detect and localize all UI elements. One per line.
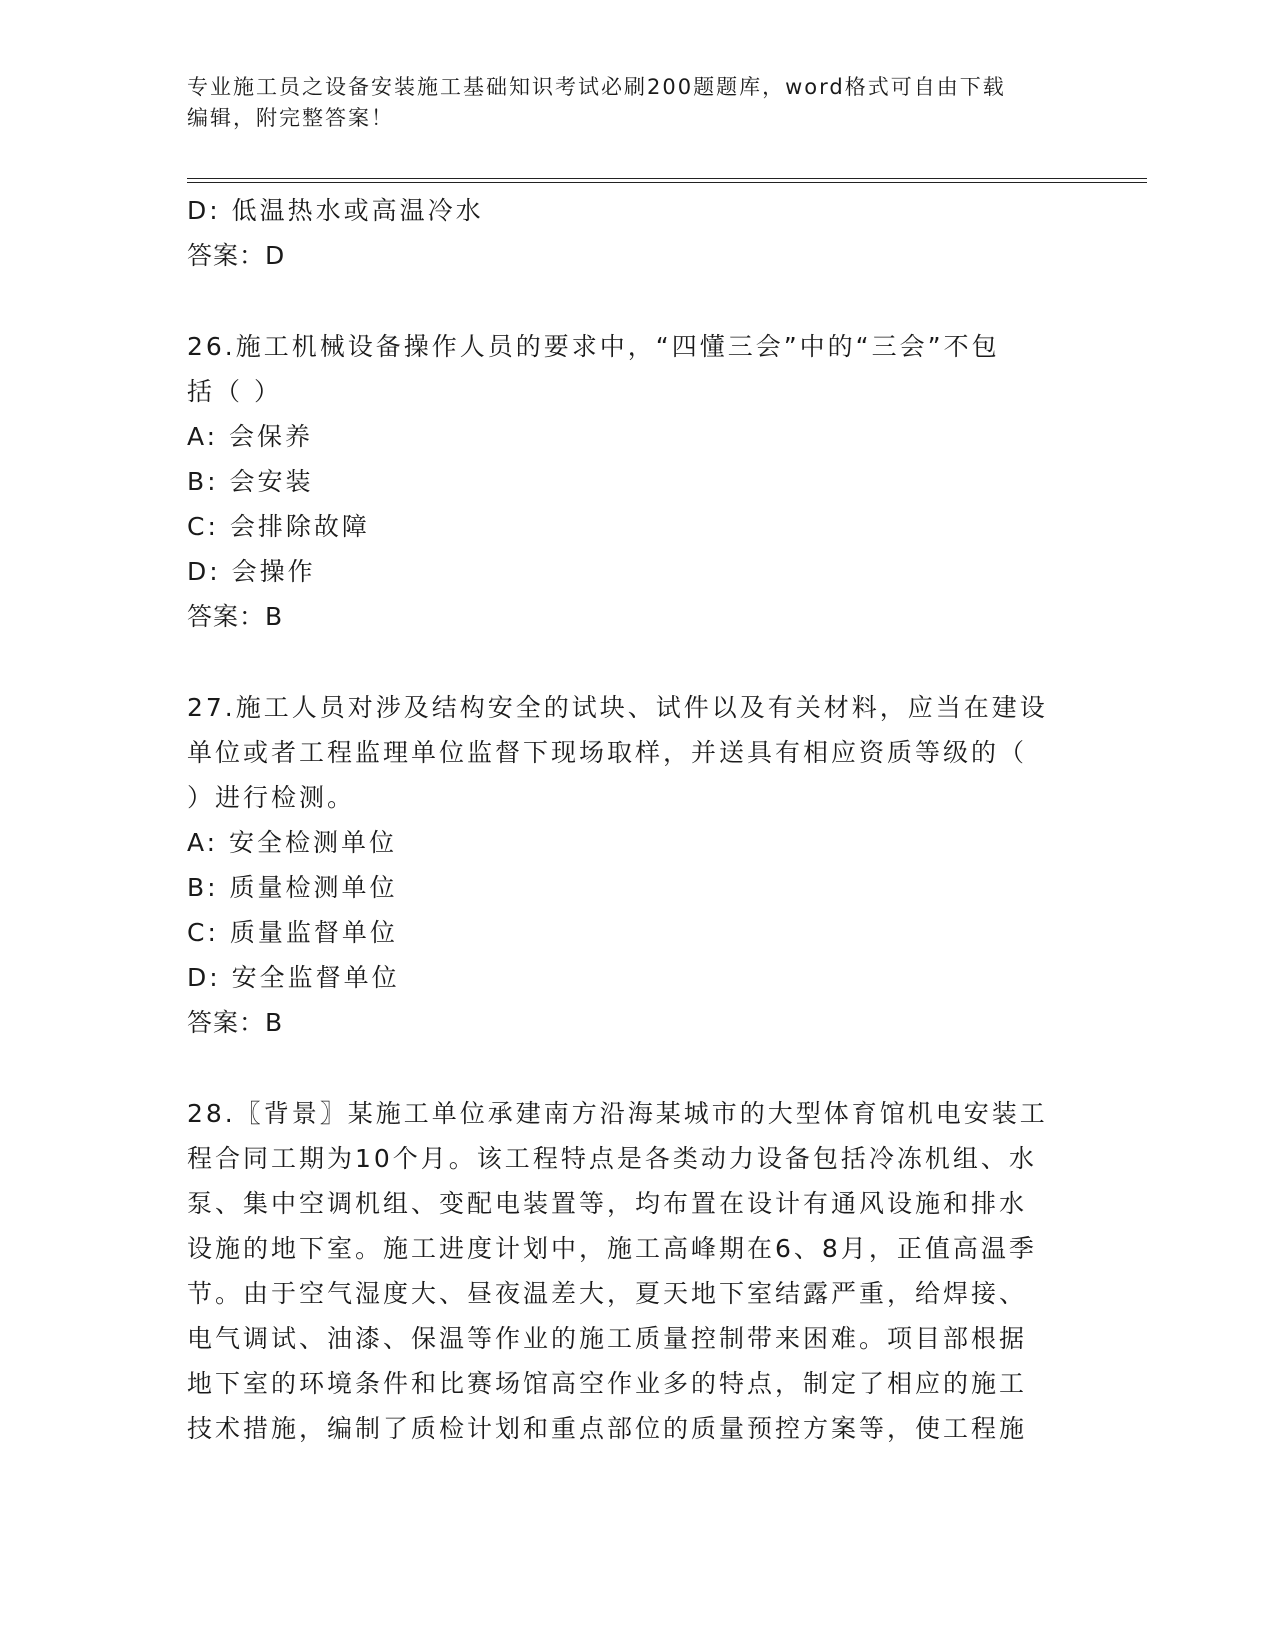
q27-option-c: C: 质量监督单位 [187,918,398,947]
q27-option-a: A: 安全检测单位 [187,828,398,857]
q28-line-2: 程合同工期为10个月。该工程特点是各类动力设备包括冷冻机组、水 [187,1144,1037,1173]
q26-stem-line-1: 26.施工机械设备操作人员的要求中，“四懂三会”中的“三会”不包 [187,332,1000,361]
spacer [187,1045,1067,1091]
q26-option-b: B: 会安装 [187,467,314,496]
q28-line-1: 28.〖背景〗某施工单位承建南方沿海某城市的大型体育馆机电安装工 [187,1099,1048,1128]
spacer [187,278,1067,324]
spacer [187,639,1067,685]
q26-option-c: C: 会排除故障 [187,512,370,541]
q26-option-a: A: 会保养 [187,422,314,451]
header-line-2: 编辑，附完整答案！ [187,106,394,130]
q28-line-5: 节。由于空气湿度大、昼夜温差大，夏天地下室结露严重，给焊接、 [187,1279,1028,1308]
q26-option-d: D: 会操作 [187,557,316,586]
q28-line-7: 地下室的环境条件和比赛场馆高空作业多的特点，制定了相应的施工 [187,1369,1028,1398]
header-line-1: 专业施工员之设备安装施工基础知识考试必刷200题题库，word格式可自由下载 [187,75,1006,99]
q28-line-3: 泵、集中空调机组、变配电装置等，均布置在设计有通风设施和排水 [187,1189,1028,1218]
q28-line-8: 技术措施，编制了质检计划和重点部位的质量预控方案等，使工程施 [187,1414,1028,1443]
header-rule-bottom [187,182,1147,183]
q27-stem-line-3: ）进行检测。 [187,783,356,812]
document-header [187,72,1087,134]
q27-stem-line-2: 单位或者工程监理单位监督下现场取样，并送具有相应资质等级的（ [187,738,1028,767]
document-body [187,188,1067,1451]
prev-answer: 答案：D [187,241,286,270]
q27-option-b: B: 质量检测单位 [187,873,398,902]
prev-option-d: D: 低温热水或高温冷水 [187,196,484,225]
q27-stem-line-1: 27.施工人员对涉及结构安全的试块、试件以及有关材料，应当在建设 [187,693,1048,722]
q27-option-d: D: 安全监督单位 [187,963,400,992]
q26-answer: 答案：B [187,602,284,631]
header-rule-top [187,178,1147,179]
q28-line-6: 电气调试、油漆、保温等作业的施工质量控制带来困难。项目部根据 [187,1324,1028,1353]
q26-stem-line-2: 括（ ） [187,377,282,406]
q27-answer: 答案：B [187,1008,284,1037]
q28-line-4: 设施的地下室。施工进度计划中，施工高峰期在6、8月，正值高温季 [187,1234,1037,1263]
